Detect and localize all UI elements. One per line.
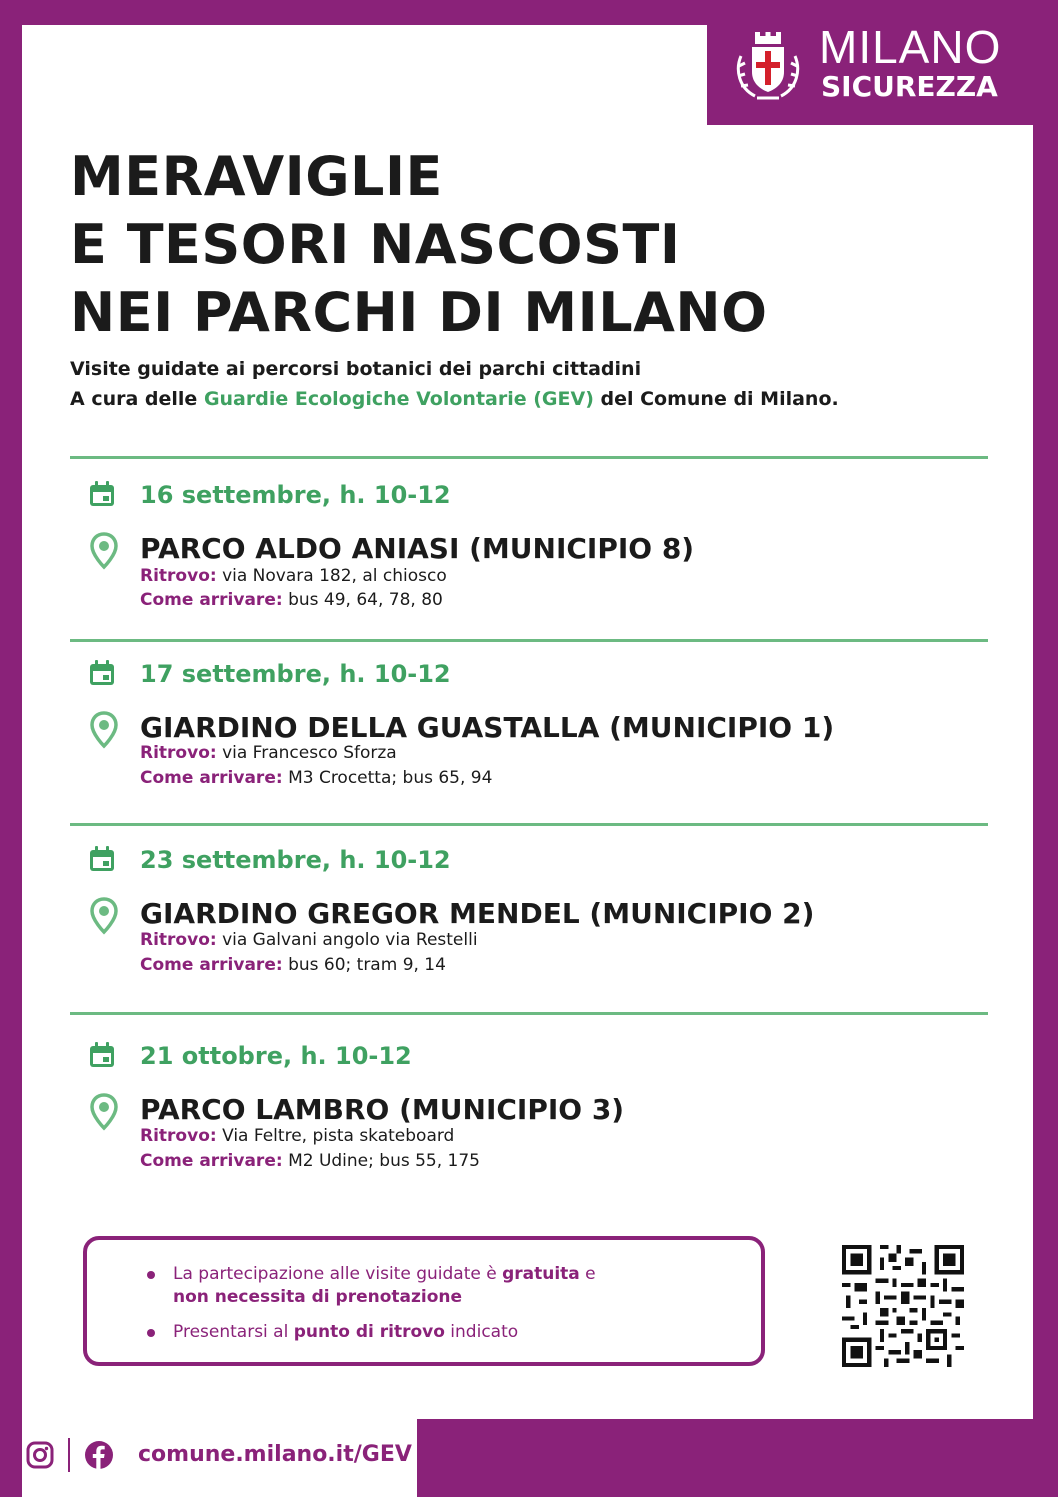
brand-header	[707, 0, 1058, 125]
event-date: 21 ottobre, h. 10-12	[140, 1042, 412, 1070]
meeting-label: Ritrovo:	[140, 743, 217, 763]
instagram-icon[interactable]	[26, 1441, 54, 1469]
meeting-value: via Galvani angolo via Restelli	[222, 930, 478, 950]
brand-name: MILANO	[819, 21, 1002, 73]
gev-highlight: Guardie Ecologiche Volontarie (GEV)	[203, 388, 594, 410]
note-emphasis: non necessita di prenotazione	[173, 1287, 463, 1307]
event-date: 23 settembre, h. 10-12	[140, 846, 451, 874]
title-line: NEI PARCHI DI MILANO	[70, 281, 768, 344]
title-line: MERAVIGLIE	[70, 145, 443, 208]
title-line: E TESORI NASCOSTI	[70, 213, 681, 276]
footer-separator	[68, 1438, 70, 1472]
intro-prefix: A cura delle	[70, 388, 204, 410]
note-text: indicato	[444, 1322, 519, 1342]
calendar-icon	[88, 1041, 116, 1069]
meeting-label: Ritrovo:	[140, 930, 217, 950]
directions-label: Come arrivare:	[140, 590, 283, 610]
event-directions	[140, 953, 446, 977]
directions-label: Come arrivare:	[140, 768, 283, 788]
intro-suffix: del Comune di Milano.	[593, 388, 839, 410]
website-link[interactable]: comune.milano.it/GEV	[138, 1442, 412, 1467]
directions-label: Come arrivare:	[140, 1151, 283, 1171]
divider	[70, 823, 988, 826]
info-notes-box	[83, 1236, 765, 1366]
location-pin-icon	[90, 897, 118, 935]
facebook-icon[interactable]	[84, 1440, 114, 1470]
bullet-icon	[147, 1329, 155, 1337]
event-directions	[140, 588, 443, 612]
intro-line-2	[70, 384, 1000, 414]
meeting-value: via Francesco Sforza	[222, 743, 397, 763]
event-date: 17 settembre, h. 10-12	[140, 660, 451, 688]
event-meeting	[140, 928, 478, 952]
note-emphasis: gratuita	[502, 1264, 580, 1284]
calendar-icon	[88, 845, 116, 873]
location-pin-icon	[90, 711, 118, 749]
meeting-label: Ritrovo:	[140, 566, 217, 586]
event-venue: PARCO LAMBRO (MUNICIPIO 3)	[140, 1093, 625, 1126]
event-meeting	[140, 1124, 454, 1148]
event-venue: PARCO ALDO ANIASI (MUNICIPIO 8)	[140, 532, 695, 565]
event-meeting	[140, 741, 397, 765]
page-title	[70, 143, 768, 347]
event-meeting	[140, 564, 447, 588]
event-venue: GIARDINO DELLA GUASTALLA (MUNICIPIO 1)	[140, 711, 835, 744]
meeting-value: via Novara 182, al chiosco	[222, 566, 447, 586]
location-pin-icon	[90, 532, 118, 570]
intro-line-1: Visite guidate ai percorsi botanici dei parchi cittadini	[70, 358, 642, 380]
meeting-label: Ritrovo:	[140, 1126, 217, 1146]
calendar-icon	[88, 480, 116, 508]
event-directions	[140, 766, 492, 790]
note-emphasis: punto di ritrovo	[293, 1322, 445, 1342]
bullet-icon	[147, 1271, 155, 1279]
note-text: e	[579, 1264, 596, 1284]
directions-value: bus 49, 64, 78, 80	[288, 590, 443, 610]
footer	[22, 1416, 417, 1497]
brand-subtitle: SICUREZZA	[821, 70, 998, 103]
meeting-value: Via Feltre, pista skateboard	[222, 1126, 455, 1146]
note-text: Presentarsi al	[173, 1322, 294, 1342]
event-date: 16 settembre, h. 10-12	[140, 481, 451, 509]
qr-code-icon[interactable]	[842, 1245, 964, 1367]
note-text: La partecipazione alle visite guidate è	[173, 1264, 503, 1284]
directions-label: Come arrivare:	[140, 955, 283, 975]
milano-coat-of-arms-icon	[733, 26, 803, 102]
calendar-icon	[88, 659, 116, 687]
note-free-participation	[173, 1263, 596, 1309]
location-pin-icon	[90, 1093, 118, 1131]
note-meeting-point	[173, 1321, 518, 1344]
divider	[70, 1012, 988, 1015]
divider	[70, 639, 988, 642]
directions-value: bus 60; tram 9, 14	[288, 955, 446, 975]
event-venue: GIARDINO GREGOR MENDEL (MUNICIPIO 2)	[140, 897, 815, 930]
intro-text	[70, 354, 1000, 414]
directions-value: M3 Crocetta; bus 65, 94	[288, 768, 493, 788]
event-directions	[140, 1149, 480, 1173]
directions-value: M2 Udine; bus 55, 175	[288, 1151, 480, 1171]
divider	[70, 456, 988, 459]
